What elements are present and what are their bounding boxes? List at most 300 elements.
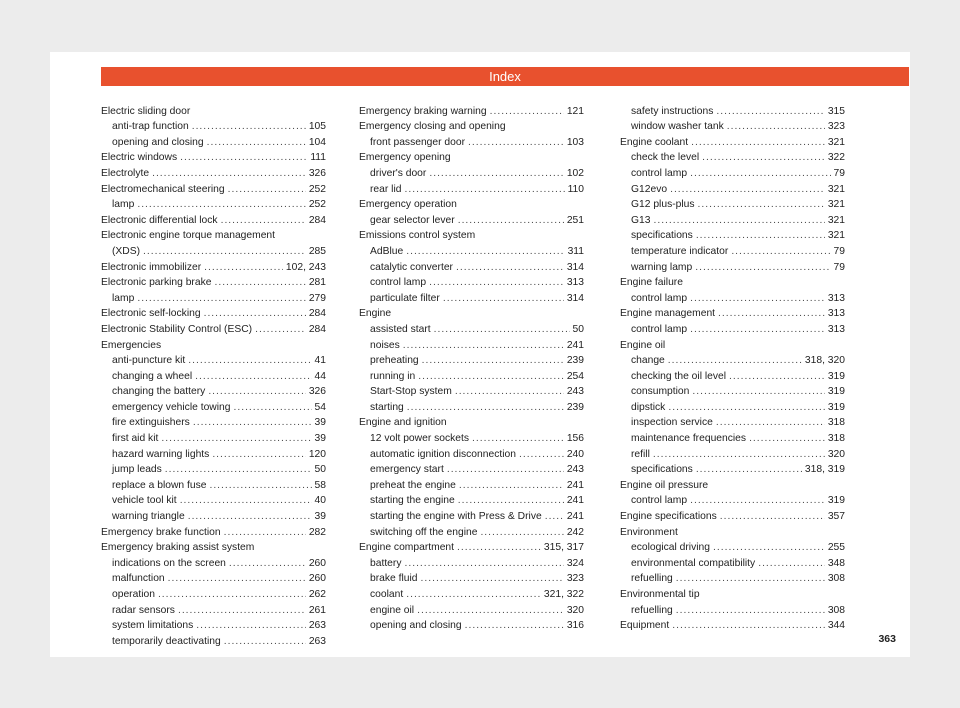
- entry-page-ref[interactable]: 79: [833, 261, 845, 273]
- entry-page-ref[interactable]: 105: [308, 121, 326, 133]
- entry-term: coolant: [370, 589, 404, 600]
- entry-term: noises: [370, 339, 400, 351]
- index-entry: [101, 569, 326, 585]
- dot-leader: [224, 636, 306, 647]
- dot-leader: [208, 386, 306, 397]
- index-column-2: [359, 101, 584, 631]
- entry-page-ref[interactable]: 241: [566, 511, 584, 523]
- entry-page-ref[interactable]: 320: [566, 604, 584, 616]
- dot-leader: [193, 417, 312, 428]
- dot-leader: [702, 152, 825, 163]
- dot-leader: [727, 121, 825, 132]
- index-heading: [359, 117, 584, 133]
- entry-page-ref[interactable]: 58: [314, 479, 326, 491]
- index-entry: [620, 148, 845, 164]
- entry-page-ref[interactable]: 110: [567, 183, 584, 195]
- entry-term: Engine specifications: [620, 511, 717, 523]
- entry-page-ref[interactable]: 319: [827, 401, 845, 413]
- dot-leader: [207, 137, 306, 148]
- entry-term: Electronic engine torque management: [101, 230, 276, 242]
- index-entry: [101, 163, 326, 179]
- entry-page-ref[interactable]: 319: [827, 370, 845, 382]
- entry-page-ref[interactable]: 104: [308, 136, 326, 148]
- entry-term: Emergency brake function: [101, 526, 221, 538]
- entry-term: G13: [631, 214, 651, 226]
- entry-page-ref[interactable]: 252: [308, 199, 326, 211]
- index-entry: [620, 179, 845, 195]
- index-entry: [620, 397, 845, 413]
- entry-term: lamp: [112, 199, 135, 211]
- entry-page-ref[interactable]: 44: [314, 370, 326, 382]
- index-heading: [620, 475, 845, 491]
- dot-leader: [195, 371, 311, 382]
- index-entry: [359, 428, 584, 444]
- entry-term: Electrolyte: [101, 167, 150, 179]
- dot-leader: [168, 573, 306, 584]
- index-entry: [620, 553, 845, 569]
- entry-page-ref[interactable]: 40: [314, 495, 326, 507]
- entry-term: Equipment: [620, 620, 670, 632]
- page-number: 363: [878, 633, 896, 645]
- entry-term: refill: [631, 448, 650, 460]
- entry-page-ref[interactable]: 323: [827, 121, 845, 133]
- entry-page-ref[interactable]: 239: [566, 401, 584, 413]
- entry-page-ref[interactable]: 111: [310, 152, 326, 164]
- entry-term: particulate filter: [370, 292, 440, 304]
- entry-page-ref[interactable]: 156: [566, 433, 584, 445]
- dot-leader: [720, 511, 825, 522]
- index-entry: [101, 413, 326, 429]
- entry-term: switching off the engine: [370, 526, 478, 538]
- dot-leader: [731, 246, 830, 257]
- index-heading: [359, 304, 584, 320]
- dot-leader: [421, 573, 564, 584]
- entry-page-ref[interactable]: 254: [566, 370, 584, 382]
- entry-term: Engine failure: [620, 277, 683, 289]
- entry-term: (XDS): [112, 245, 141, 257]
- entry-term: Electronic self-locking: [101, 308, 201, 320]
- index-entry: [359, 584, 584, 600]
- entry-page-ref[interactable]: 261: [308, 604, 326, 616]
- dot-leader: [137, 293, 305, 304]
- entry-page-ref[interactable]: 321: [827, 199, 845, 211]
- entry-page-ref[interactable]: 255: [827, 542, 845, 554]
- dot-leader: [204, 308, 306, 319]
- index-entry: [101, 210, 326, 226]
- index-entry: [359, 163, 584, 179]
- index-entry: [620, 210, 845, 226]
- dot-leader: [713, 542, 825, 553]
- index-entry: [359, 475, 584, 491]
- entry-term: operation: [112, 589, 155, 600]
- dot-leader: [668, 355, 802, 366]
- dot-leader: [221, 215, 306, 226]
- entry-term: starting: [370, 401, 404, 413]
- entry-term: running in: [370, 370, 416, 382]
- dot-leader: [465, 620, 564, 631]
- index-entry: [620, 132, 845, 148]
- dot-leader: [137, 199, 305, 210]
- entry-page-ref[interactable]: 311: [567, 245, 584, 257]
- entry-page-ref[interactable]: 102, 243: [285, 261, 326, 273]
- index-entry: [359, 522, 584, 538]
- index-heading: [359, 413, 584, 429]
- entry-page-ref[interactable]: 344: [827, 620, 845, 632]
- entry-page-ref[interactable]: 321: [827, 136, 845, 148]
- dot-leader: [406, 589, 541, 600]
- entry-page-ref[interactable]: 313: [827, 292, 845, 304]
- entry-term: check the level: [631, 152, 700, 164]
- dot-leader: [519, 449, 564, 460]
- dot-leader: [698, 199, 825, 210]
- entry-page-ref[interactable]: 326: [308, 167, 326, 179]
- index-entry: [620, 257, 845, 273]
- index-entry: [101, 522, 326, 538]
- dot-leader: [152, 168, 306, 179]
- index-heading: [359, 226, 584, 242]
- index-heading: [101, 538, 326, 554]
- index-entry: [359, 538, 584, 554]
- dot-leader: [404, 558, 563, 569]
- index-entry: [101, 428, 326, 444]
- dot-leader: [443, 293, 564, 304]
- entry-term: specifications: [631, 230, 693, 242]
- index-entry: [359, 491, 584, 507]
- entry-page-ref[interactable]: 313: [827, 308, 845, 320]
- entry-term: Emergency closing and opening: [359, 121, 506, 133]
- index-entry: [359, 257, 584, 273]
- entry-page-ref[interactable]: 314: [566, 292, 584, 304]
- entry-page-ref[interactable]: 313: [566, 277, 584, 289]
- entry-page-ref[interactable]: 324: [566, 557, 584, 569]
- index-entry: [620, 428, 845, 444]
- entry-term: Electronic immobilizer: [101, 261, 202, 273]
- dot-leader: [480, 527, 563, 538]
- index-entry: [620, 226, 845, 242]
- entry-page-ref[interactable]: 120: [308, 448, 326, 460]
- entry-page-ref[interactable]: 318: [827, 417, 845, 429]
- entry-term: Emergency braking warning: [359, 105, 487, 117]
- index-entry: [359, 319, 584, 335]
- entry-term: malfunction: [112, 573, 165, 585]
- entry-page-ref[interactable]: 263: [308, 635, 326, 647]
- entry-page-ref[interactable]: 121: [566, 105, 584, 117]
- dot-leader: [695, 262, 830, 273]
- dot-leader: [696, 464, 802, 475]
- entry-term: temporarily deactivating: [112, 635, 221, 647]
- entry-page-ref[interactable]: 308: [827, 604, 845, 616]
- index-entry: [101, 319, 326, 335]
- entry-page-ref[interactable]: 39: [314, 433, 326, 445]
- index-entry: [359, 616, 584, 632]
- index-entry: [101, 132, 326, 148]
- index-entry: [359, 444, 584, 460]
- index-entry: [101, 616, 326, 632]
- index-entry: [620, 506, 845, 522]
- dot-leader: [653, 449, 825, 460]
- entry-term: Electronic differential lock: [101, 214, 218, 226]
- index-entry: [620, 538, 845, 554]
- entry-page-ref[interactable]: 41: [314, 355, 326, 367]
- dot-leader: [255, 324, 306, 335]
- entry-page-ref[interactable]: 284: [308, 214, 326, 226]
- dot-leader: [490, 106, 564, 117]
- dot-leader: [228, 184, 306, 195]
- dot-leader: [188, 355, 311, 366]
- entry-term: fire extinguishers: [112, 417, 190, 429]
- entry-page-ref[interactable]: 321: [827, 214, 845, 226]
- index-entry: [620, 413, 845, 429]
- entry-term: anti-puncture kit: [112, 355, 186, 367]
- entry-term: lamp: [112, 292, 135, 304]
- dot-leader: [653, 215, 824, 226]
- dot-leader: [165, 464, 312, 475]
- dot-leader: [458, 495, 564, 506]
- entry-page-ref[interactable]: 321: [827, 230, 845, 242]
- entry-page-ref[interactable]: 251: [566, 214, 584, 226]
- entry-page-ref[interactable]: 102: [566, 167, 584, 179]
- entry-page-ref[interactable]: 321, 322: [543, 589, 584, 600]
- entry-term: front passenger door: [370, 136, 466, 148]
- entry-term: hazard warning lights: [112, 448, 210, 460]
- entry-term: Engine and ignition: [359, 417, 447, 429]
- entry-term: Electronic parking brake: [101, 277, 212, 289]
- dot-leader: [459, 480, 564, 491]
- entry-term: replace a blown fuse: [112, 479, 207, 491]
- entry-page-ref[interactable]: 315, 317: [543, 542, 584, 554]
- index-entry: [620, 288, 845, 304]
- entry-term: starting the engine: [370, 495, 455, 507]
- entry-page-ref[interactable]: 239: [566, 355, 584, 367]
- entry-term: brake fluid: [370, 573, 418, 585]
- entry-term: warning triangle: [112, 511, 185, 523]
- index-heading: [359, 195, 584, 211]
- entry-page-ref[interactable]: 357: [827, 511, 845, 523]
- index-entry: [620, 304, 845, 320]
- index-entry: [620, 163, 845, 179]
- entry-term: system limitations: [112, 620, 194, 632]
- entry-page-ref[interactable]: 260: [308, 573, 326, 585]
- entry-term: Engine compartment: [359, 542, 455, 554]
- entry-page-ref[interactable]: 315: [827, 105, 845, 117]
- entry-page-ref[interactable]: 242: [566, 526, 584, 538]
- entry-term: radar sensors: [112, 604, 175, 616]
- dot-leader: [692, 386, 824, 397]
- index-entry: [101, 460, 326, 476]
- index-entry: [359, 460, 584, 476]
- entry-page-ref[interactable]: 39: [314, 417, 326, 429]
- entry-term: Engine coolant: [620, 136, 689, 148]
- index-heading: [620, 584, 845, 600]
- dot-leader: [188, 511, 312, 522]
- index-heading: [620, 522, 845, 538]
- index-entry: [620, 569, 845, 585]
- entry-term: warning lamp: [631, 261, 693, 273]
- entry-term: maintenance frequencies: [631, 433, 747, 445]
- entry-term: preheating: [370, 355, 419, 367]
- entry-term: Emergencies: [101, 339, 162, 351]
- entry-term: opening and closing: [370, 620, 462, 632]
- dot-leader: [404, 184, 564, 195]
- index-entry: [359, 382, 584, 398]
- index-entry: [359, 288, 584, 304]
- entry-term: G12 plus-plus: [631, 199, 695, 211]
- dot-leader: [196, 620, 306, 631]
- entry-term: inspection service: [631, 417, 713, 429]
- entry-page-ref[interactable]: 50: [572, 323, 584, 335]
- index-entry: [620, 366, 845, 382]
- entry-page-ref[interactable]: 79: [833, 167, 845, 179]
- entry-term: jump leads: [112, 464, 162, 476]
- dot-leader: [676, 605, 825, 616]
- entry-term: vehicle tool kit: [112, 495, 177, 507]
- index-entry: [101, 397, 326, 413]
- dot-leader: [545, 511, 564, 522]
- index-entry: [101, 584, 326, 600]
- entry-term: emergency vehicle towing: [112, 401, 231, 413]
- dot-leader: [434, 324, 570, 335]
- entry-page-ref[interactable]: 282: [308, 526, 326, 538]
- entry-page-ref[interactable]: 241: [566, 479, 584, 491]
- entry-term: rear lid: [370, 183, 402, 195]
- index-entry: [101, 506, 326, 522]
- entry-page-ref[interactable]: 263: [308, 620, 326, 632]
- index-heading: [359, 148, 584, 164]
- dot-leader: [690, 293, 825, 304]
- entry-page-ref[interactable]: 241: [566, 495, 584, 507]
- dot-leader: [417, 605, 564, 616]
- entry-page-ref[interactable]: 284: [308, 308, 326, 320]
- dot-leader: [468, 137, 564, 148]
- entry-page-ref[interactable]: 320: [827, 448, 845, 460]
- entry-term: Emissions control system: [359, 230, 476, 242]
- dot-leader: [422, 355, 564, 366]
- entry-page-ref[interactable]: 285: [308, 245, 326, 257]
- dot-leader: [676, 573, 825, 584]
- index-entry: [620, 241, 845, 257]
- index-entry: [359, 600, 584, 616]
- entry-term: driver's door: [370, 167, 427, 179]
- index-page: [50, 52, 910, 657]
- entry-page-ref[interactable]: 279: [308, 292, 326, 304]
- entry-page-ref[interactable]: 79: [833, 245, 845, 257]
- index-entry: [359, 241, 584, 257]
- entry-term: change: [631, 355, 665, 367]
- entry-page-ref[interactable]: 322: [827, 152, 845, 164]
- index-entry: [101, 631, 326, 647]
- entry-page-ref[interactable]: 321: [827, 183, 845, 195]
- index-entry: [620, 616, 845, 632]
- entry-term: consumption: [631, 386, 690, 398]
- index-entry: [101, 195, 326, 211]
- entry-term: control lamp: [631, 495, 688, 507]
- dot-leader: [472, 433, 564, 444]
- entry-page-ref[interactable]: 319: [827, 386, 845, 398]
- entry-term: Engine: [359, 308, 392, 320]
- index-entry: [101, 273, 326, 289]
- index-heading: [620, 273, 845, 289]
- entry-term: control lamp: [631, 167, 688, 179]
- dot-leader: [691, 137, 825, 148]
- index-entry: [101, 179, 326, 195]
- dot-leader: [403, 340, 564, 351]
- entry-page-ref[interactable]: 252: [308, 183, 326, 195]
- entry-page-ref[interactable]: 284: [308, 323, 326, 335]
- index-entry: [101, 366, 326, 382]
- entry-page-ref[interactable]: 318, 320: [804, 355, 845, 367]
- dot-leader: [229, 558, 306, 569]
- entry-page-ref[interactable]: 39: [314, 511, 326, 523]
- entry-term: environmental compatibility: [631, 557, 756, 569]
- index-entry: [101, 304, 326, 320]
- entry-page-ref[interactable]: 54: [314, 401, 326, 413]
- entry-page-ref[interactable]: 240: [566, 448, 584, 460]
- entry-term: Start-Stop system: [370, 386, 452, 398]
- entry-page-ref[interactable]: 314: [566, 261, 584, 273]
- entry-term: catalytic converter: [370, 261, 453, 273]
- dot-leader: [158, 589, 306, 600]
- entry-term: Electric windows: [101, 152, 178, 164]
- index-entry: [101, 148, 326, 164]
- entry-page-ref[interactable]: 103: [566, 136, 584, 148]
- entry-page-ref[interactable]: 348: [827, 557, 845, 569]
- entry-page-ref[interactable]: 313: [827, 323, 845, 335]
- entry-page-ref[interactable]: 241: [566, 339, 584, 351]
- entry-term: temperature indicator: [631, 245, 729, 257]
- entry-term: opening and closing: [112, 136, 204, 148]
- entry-page-ref[interactable]: 262: [308, 589, 326, 600]
- index-entry: [101, 491, 326, 507]
- entry-term: 12 volt power sockets: [370, 433, 470, 445]
- entry-page-ref[interactable]: 323: [566, 573, 584, 585]
- entry-term: ecological driving: [631, 542, 710, 554]
- entry-page-ref[interactable]: 281: [308, 277, 326, 289]
- dot-leader: [670, 184, 825, 195]
- dot-leader: [716, 106, 824, 117]
- entry-term: Engine oil: [620, 339, 666, 351]
- entry-page-ref[interactable]: 308: [827, 573, 845, 585]
- entry-term: specifications: [631, 464, 693, 476]
- entry-term: automatic ignition disconnection: [370, 448, 516, 460]
- entry-term: G12evo: [631, 183, 668, 195]
- entry-page-ref[interactable]: 243: [566, 386, 584, 398]
- index-entry: [620, 460, 845, 476]
- entry-page-ref[interactable]: 318: [827, 433, 845, 445]
- entry-term: refuelling: [631, 604, 673, 616]
- index-entry: [359, 351, 584, 367]
- entry-term: refuelling: [631, 573, 673, 585]
- index-entry: [359, 210, 584, 226]
- dot-leader: [161, 433, 311, 444]
- entry-term: changing the battery: [112, 386, 206, 398]
- entry-page-ref[interactable]: 319: [827, 495, 845, 507]
- dot-leader: [718, 308, 825, 319]
- index-entry: [101, 382, 326, 398]
- dot-leader: [668, 402, 824, 413]
- index-entry: [101, 600, 326, 616]
- index-entry: [101, 553, 326, 569]
- entry-page-ref[interactable]: 243: [566, 464, 584, 476]
- index-entry: [101, 288, 326, 304]
- entry-page-ref[interactable]: 316: [566, 620, 584, 632]
- entry-term: Electronic Stability Control (ESC): [101, 323, 253, 335]
- entry-page-ref[interactable]: 326: [308, 386, 326, 398]
- entry-page-ref[interactable]: 318, 319: [804, 464, 845, 476]
- entry-page-ref[interactable]: 260: [308, 557, 326, 569]
- entry-term: indications on the screen: [112, 557, 226, 569]
- entry-page-ref[interactable]: 50: [314, 464, 326, 476]
- dot-leader: [429, 168, 563, 179]
